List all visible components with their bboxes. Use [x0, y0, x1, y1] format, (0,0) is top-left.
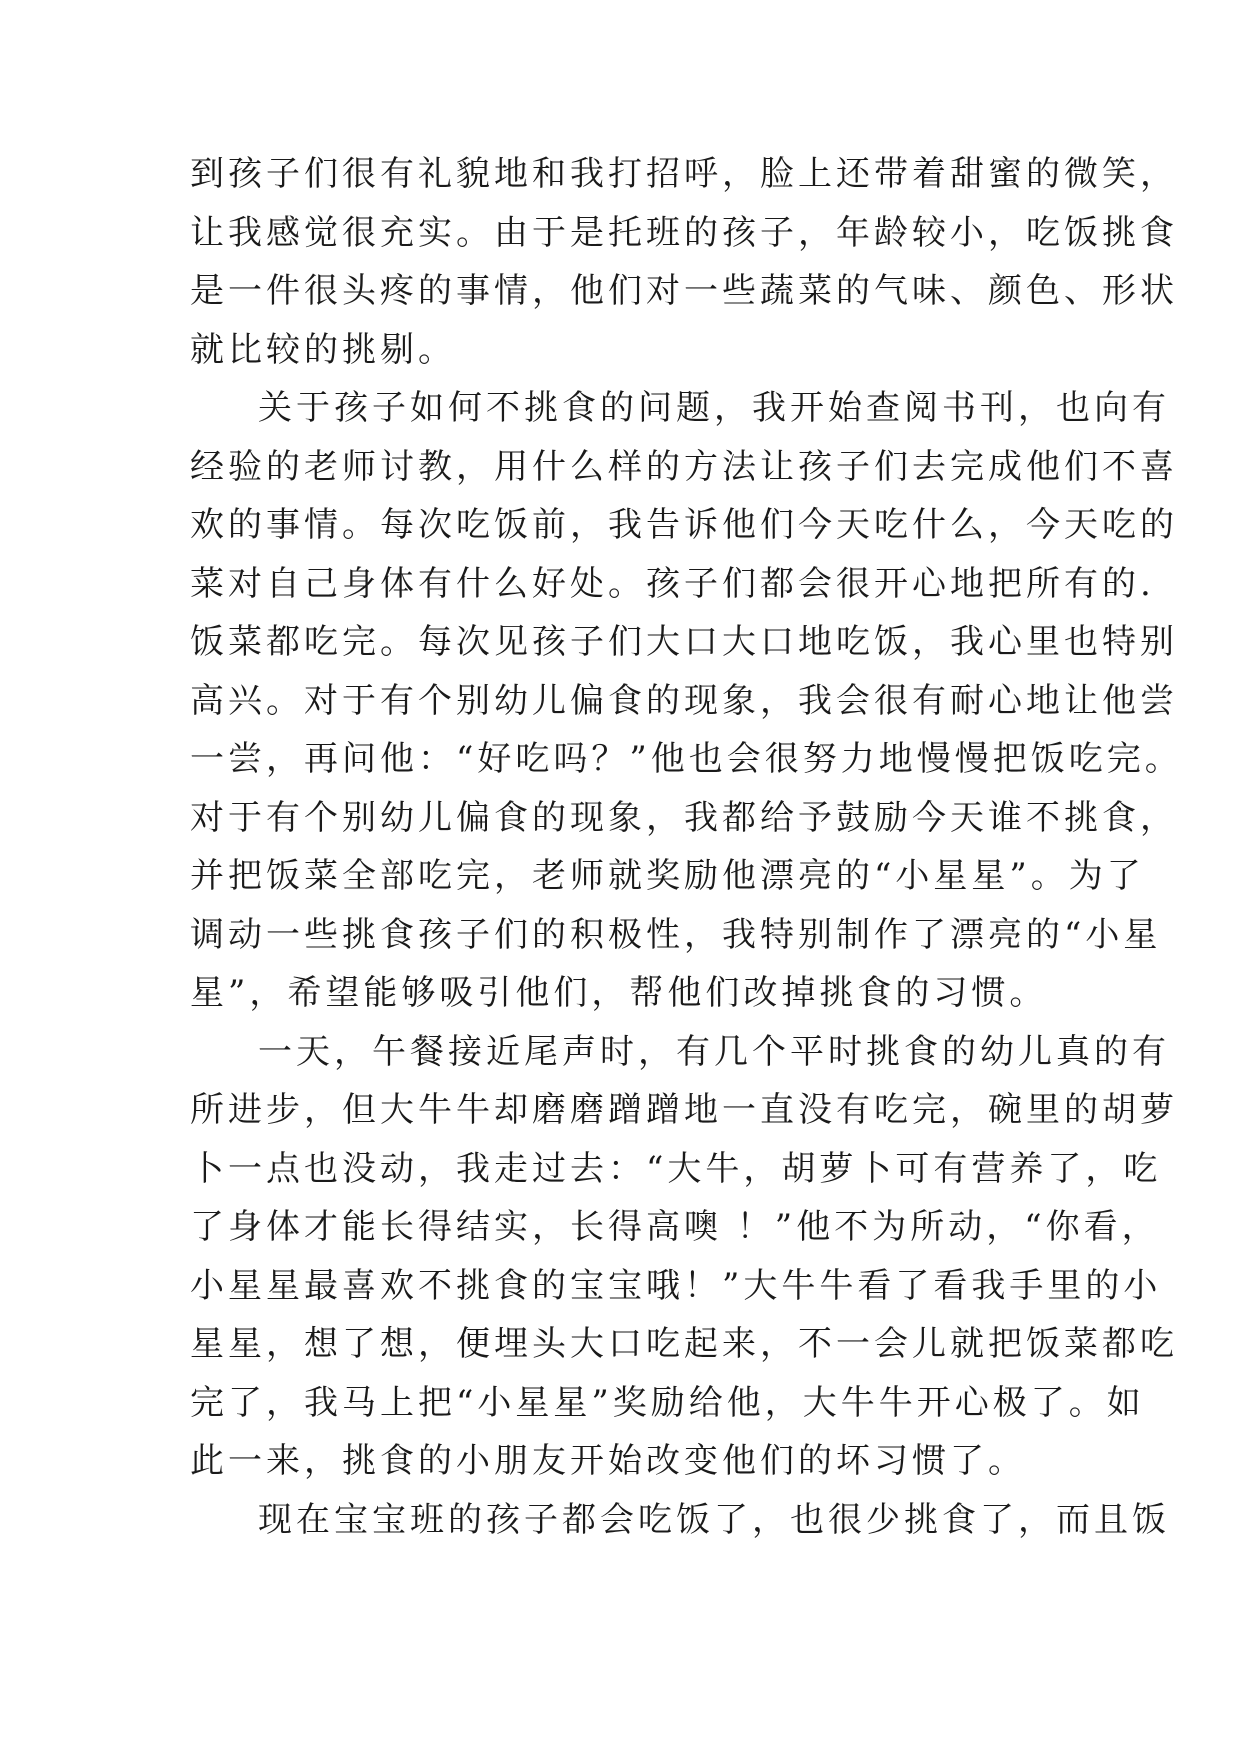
text-line: 完了，我马上把“小星星”奖励给他，大牛牛开心极了。如 [190, 1382, 1145, 1423]
text-line: 高兴。对于有个别幼儿偏食的现象，我会很有耐心地让他尝 [190, 680, 1178, 721]
text-line: 菜对自己身体有什么好处。孩子们都会很开心地把所有的. [190, 563, 1155, 604]
text-line: 让我感觉很充实。由于是托班的孩子，年龄较小，吃饭挑食 [190, 212, 1178, 253]
text-line: 经验的老师讨教，用什么样的方法让孩子们去完成他们不喜 [190, 446, 1178, 487]
text-line: 星星，想了想，便埋头大口吃起来，不一会儿就把饭菜都吃 [190, 1324, 1178, 1364]
text-line: 并把饭菜全部吃完，老师就奖励他漂亮的“小星星”。为了 [190, 856, 1145, 896]
text-line: 了身体才能长得结实，长得高噢 ！”他不为所动，“你看， [190, 1207, 1160, 1247]
text-line: 一尝，再问他：“好吃吗？”他也会很努力地慢慢把饭吃完。 [190, 739, 1183, 779]
paragraph-first-line: 关于孩子如何不挑食的问题，我开始查阅书刊，也向有 [258, 388, 1170, 428]
paragraph-first-line: 现在宝宝班的孩子都会吃饭了，也很少挑食了，而且饭 [258, 1499, 1170, 1540]
text-line: 此一来，挑食的小朋友开始改变他们的坏习惯了。 [190, 1441, 1026, 1481]
text-line: 饭菜都吃完。每次见孩子们大口大口地吃饭，我心里也特别 [190, 622, 1178, 662]
text-line: 欢的事情。每次吃饭前，我告诉他们今天吃什么，今天吃的 [190, 505, 1178, 545]
text-line: 对于有个别幼儿偏食的现象，我都给予鼓励今天谁不挑食， [190, 797, 1178, 838]
text-line: 是一件很头疼的事情，他们对一些蔬菜的气味、颜色、形状 [190, 271, 1178, 311]
text-line: 到孩子们很有礼貌地和我打招呼，脸上还带着甜蜜的微笑， [190, 154, 1178, 194]
text-line: 就比较的挑剔。 [190, 329, 456, 370]
paragraph-first-line: 一天，午餐接近尾声时，有几个平时挑食的幼儿真的有 [258, 1031, 1170, 1072]
text-line: 调动一些挑食孩子们的积极性，我特别制作了漂亮的“小星 [190, 914, 1162, 955]
document-page [190, 145, 1183, 1549]
text-line: 所进步，但大牛牛却磨磨蹭蹭地一直没有吃完，碗里的胡萝 [190, 1090, 1178, 1130]
text-line: 小星星最喜欢不挑食的宝宝哦！”大牛牛看了看我手里的小 [190, 1265, 1162, 1306]
text-line: 星”，希望能够吸引他们，帮他们改掉挑食的习惯。 [190, 973, 1048, 1013]
text-line: 卜一点也没动，我走过去：“大牛，胡萝卜可有营养了，吃 [190, 1148, 1162, 1189]
